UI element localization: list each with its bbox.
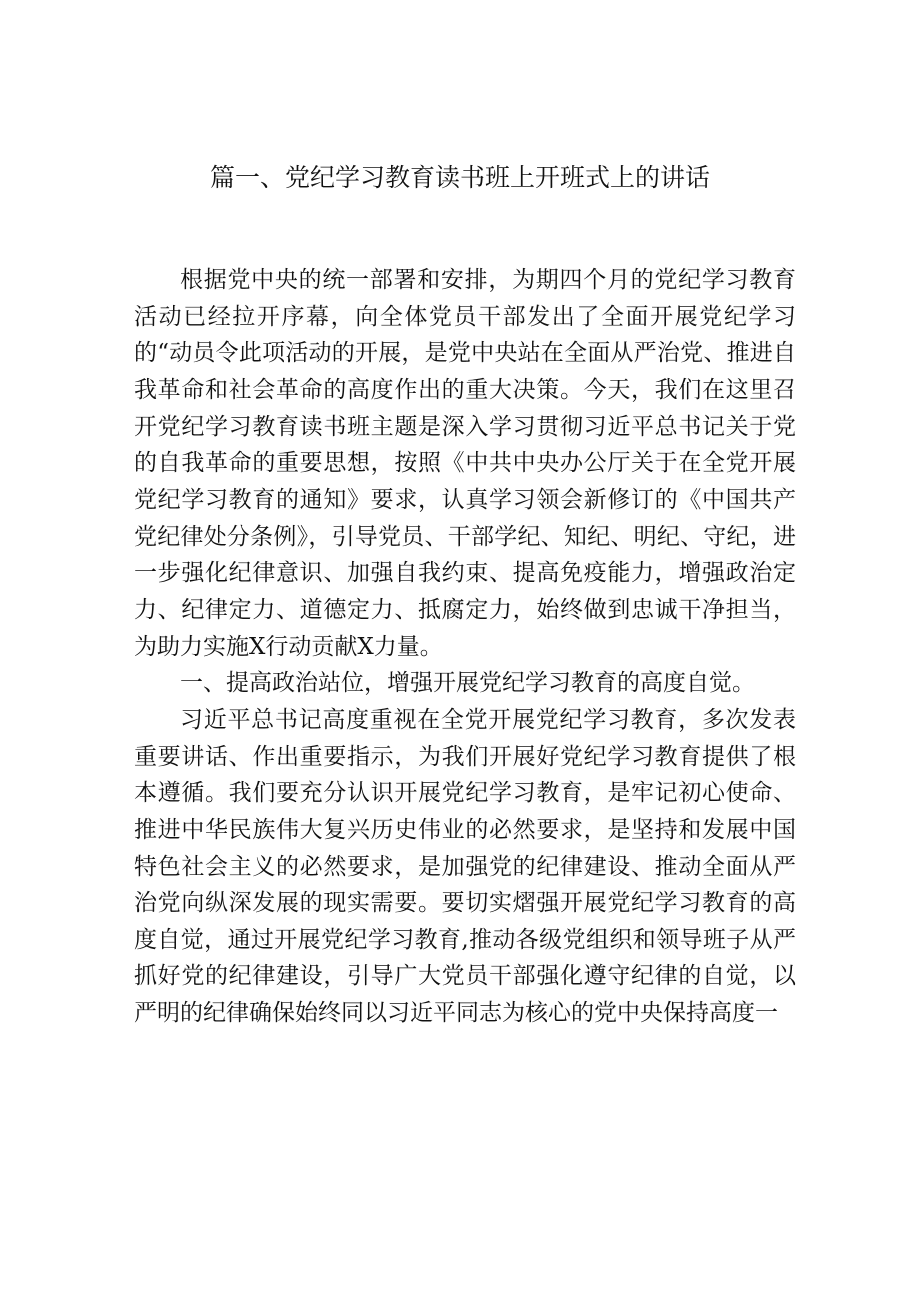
document-body <box>134 262 796 1032</box>
paragraph-intro: 根据党中央的统一部署和安排，为期四个月的党纪学习教育活动已经拉开序幕，向全体党员干部发出了全面开展党纪学习的“动员令此项活动的开展，是党中央站在全面从严治党、推进自我革命和社会革命的高度作出的重大决策。今天，我们在这里召开党纪学习教育读书班主题是深入学习贯彻习近平总书记关于党的自我革命的重要思想，按照《中共中央办公厅关于在全党开展党纪学习教育的通知》要求，认真学习领会新修订的《中国共产党纪律处分条例》，引导党员、干部学纪、知纪、明纪、守纪，进一步强化纪律意识、加强自我约束、提高免疫能力，增强政治定力、纪律定力、道德定力、抵腐定力，始终做到忠诚干净担当，为助力实施X行动贡献X力量。 <box>134 267 796 660</box>
paragraph-section-1: 习近平总书记高度重视在全党开展党纪学习教育，多次发表重要讲话、作出重要指示，为我们开展好党纪学习教育提供了根本遵循。我们要充分认识开展党纪学习教育，是牢记初心使命、推进中华民族伟大复兴历史伟业的必然要求，是坚持和发展中国特色社会主义的必然要求，是加强党的纪律建设、推动全面从严治党向纵深发展的现实需要。要切实熠强开展党纪学习教育的高度自觉，通过开展党纪学习教育,推动各级党组织和领导班子从严抓好党的纪律建设，引导广大党员干部强化遵守纪律的自觉，以严明的纪律确保始终同以习近平同志为核心的党中央保持高度一 <box>134 706 796 1027</box>
section-heading-1: 一、提高政治站位，增强开展党纪学习教育的高度自觉。 <box>180 670 755 697</box>
document-title: 篇一、党纪学习教育读书班上开班式上的讲话 <box>209 163 710 192</box>
